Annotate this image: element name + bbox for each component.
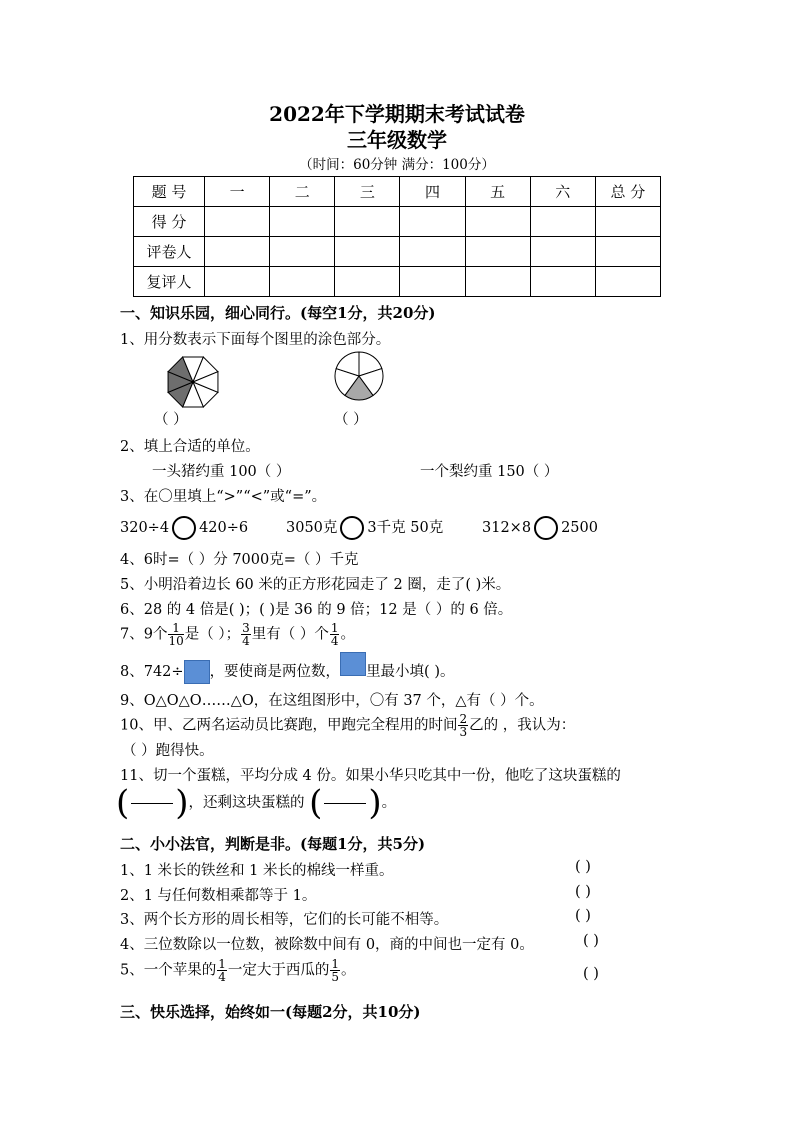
score-table-row	[134, 207, 661, 237]
paren: (	[309, 783, 323, 823]
judge-text: 5、一个苹果的	[120, 962, 217, 979]
score-cell[interactable]	[335, 207, 400, 237]
exam-meta: （时间：60分钟 满分：100分）	[299, 157, 495, 173]
q7-text: 里有（ ）个	[251, 626, 329, 643]
question-11-cont	[116, 783, 397, 823]
fraction-denominator: 5	[331, 970, 340, 984]
question-10-cont: （ ）跑得快。	[122, 743, 214, 759]
score-header-cell: 题 号	[134, 177, 205, 207]
circle-figure	[334, 346, 384, 406]
score-header-cell: 总 分	[595, 177, 660, 207]
paren: )	[175, 783, 189, 823]
fraction-numerator: 2	[459, 712, 468, 726]
question-5: 5、小明沿着边长 60 米的正方形花园走了 2 圈，走了( )米。	[120, 577, 511, 593]
section1-heading: 一、知识乐园，细心同行。(每空1分，共20分)	[120, 304, 436, 322]
score-cell[interactable]	[205, 207, 270, 237]
question-7	[120, 622, 355, 647]
q3-compare-a	[120, 516, 248, 540]
score-cell[interactable]	[400, 237, 465, 267]
q10-text: 10、甲、乙两名运动员比赛跑，甲跑完全程用的时间	[120, 717, 458, 734]
score-row-label: 评卷人	[134, 237, 205, 267]
fraction	[241, 622, 251, 647]
fraction	[330, 958, 340, 983]
fraction-denominator: 10	[168, 634, 184, 648]
blue-square-blank[interactable]	[184, 660, 210, 684]
score-table	[133, 176, 661, 297]
score-cell[interactable]	[595, 237, 660, 267]
q3-expr: 3050克	[286, 520, 338, 536]
score-cell[interactable]	[595, 207, 660, 237]
q3-expr: 2500	[561, 520, 598, 536]
q11-end: 。	[381, 795, 397, 811]
judge-item: 3、两个长方形的周长相等，它们的长可能不相等。	[120, 912, 449, 928]
fraction-numerator: 1	[330, 621, 339, 635]
paren: )	[368, 783, 382, 823]
score-header-cell: 三	[335, 177, 400, 207]
score-table-header-row	[134, 177, 661, 207]
score-cell[interactable]	[270, 237, 335, 267]
paren: (	[116, 783, 130, 823]
q7-text: 是（ ）；	[184, 626, 241, 643]
score-table-row	[134, 267, 661, 297]
judge-item: 2、1 与任何数相乘都等于 1。	[120, 888, 317, 904]
q1-answer-blank-b[interactable]: （ ）	[334, 412, 368, 428]
fraction-denominator: 4	[242, 634, 250, 648]
q7-text: 。	[340, 626, 355, 643]
q11-text: ，还剩这块蛋糕的	[188, 795, 305, 811]
q3-compare-b	[286, 516, 443, 540]
q8-text: ，要使商是两位数，	[209, 664, 341, 680]
question-1: 1、用分数表示下面每个图里的涂色部分。	[120, 332, 391, 348]
q3-expr: 420÷6	[199, 520, 249, 536]
score-cell[interactable]	[205, 267, 270, 297]
score-header-cell: 二	[270, 177, 335, 207]
judge-item-5	[120, 958, 356, 983]
section2-heading: 二、小小法官，判断是非。(每题1分，共5分)	[120, 835, 426, 853]
fraction	[458, 713, 468, 738]
judge-blank[interactable]: ( )	[575, 908, 591, 924]
score-cell[interactable]	[335, 267, 400, 297]
fraction-denominator: 4	[330, 634, 339, 648]
fraction-denominator: 3	[459, 725, 468, 739]
score-header-cell: 四	[400, 177, 465, 207]
judge-blank[interactable]: ( )	[575, 859, 591, 875]
blue-square-blank[interactable]	[340, 652, 366, 676]
question-8	[120, 660, 455, 684]
section3-heading: 三、快乐选择，始终如一(每题2分，共10分)	[120, 1003, 421, 1021]
question-4: 4、6时=（ ）分 7000克=（ ）千克	[120, 552, 359, 568]
q3-expr: 320÷4	[120, 520, 170, 536]
score-cell[interactable]	[270, 207, 335, 237]
judge-blank[interactable]: ( )	[583, 933, 599, 949]
q8-text: 8、742÷	[120, 664, 184, 680]
score-row-label: 复评人	[134, 267, 205, 297]
fraction-numerator: 1	[331, 957, 340, 971]
compare-circle[interactable]	[534, 516, 558, 540]
fraction	[217, 958, 227, 983]
fraction-numerator: 1	[218, 957, 226, 971]
compare-circle[interactable]	[172, 516, 196, 540]
compare-circle[interactable]	[340, 516, 364, 540]
fraction-numerator: 3	[242, 621, 250, 635]
judge-text: 。	[341, 962, 356, 979]
judge-item: 1、1 米长的铁丝和 1 米长的棉线一样重。	[120, 863, 394, 879]
score-cell[interactable]	[465, 237, 530, 267]
fraction	[330, 622, 340, 647]
score-cell[interactable]	[400, 267, 465, 297]
q3-expr: 3千克 50克	[367, 520, 444, 536]
q8-text: 里最小填( )。	[366, 664, 455, 680]
q10-text: 乙的 ，我认为：	[469, 717, 576, 734]
q2-item-b: 一个梨约重 150（ ）	[420, 464, 559, 480]
score-table-row	[134, 237, 661, 267]
question-11: 11、切一个蛋糕，平均分成 4 份。如果小华只吃其中一份，他吃了这块蛋糕的	[120, 768, 621, 784]
score-cell[interactable]	[205, 237, 270, 267]
question-10	[120, 713, 575, 738]
judge-item: 4、三位数除以一位数，被除数中间有 0，商的中间也一定有 0。	[120, 937, 534, 953]
q3-expr: 312×8	[482, 520, 532, 536]
score-cell[interactable]	[595, 267, 660, 297]
score-header-cell: 一	[205, 177, 270, 207]
exam-subtitle: 三年级数学	[347, 128, 447, 152]
q7-text: 7、9个	[120, 626, 168, 643]
fraction-numerator: 1	[168, 622, 183, 635]
fraction-denominator: 4	[218, 970, 226, 984]
score-header-cell: 五	[465, 177, 530, 207]
judge-blank[interactable]: ( )	[583, 966, 599, 982]
score-cell[interactable]	[465, 267, 530, 297]
q2-item-a: 一头猪约重 100（ ）	[152, 464, 291, 480]
score-cell[interactable]	[530, 237, 595, 267]
question-6: 6、28 的 4 倍是( )；( )是 36 的 9 倍；12 是（ ）的 6 倍。	[120, 602, 513, 618]
fraction-blank[interactable]	[324, 803, 366, 804]
q3-compare-c	[482, 516, 598, 540]
score-cell[interactable]	[530, 267, 595, 297]
fraction	[168, 622, 183, 647]
question-3: 3、在〇里填上“>”“<”或“=”。	[120, 489, 327, 505]
question-9: 9、O△O△O……△O，在这组图形中，〇有 37 个，△有（ ）个。	[120, 693, 544, 709]
score-row-label: 得 分	[134, 207, 205, 237]
question-2: 2、填上合适的单位。	[120, 439, 260, 455]
exam-title: 2022年下学期期末考试试卷	[269, 102, 525, 126]
judge-blank[interactable]: ( )	[575, 884, 591, 900]
score-cell[interactable]	[465, 207, 530, 237]
q1-answer-blank-a[interactable]: （ ）	[154, 412, 188, 428]
score-cell[interactable]	[270, 267, 335, 297]
score-header-cell: 六	[530, 177, 595, 207]
fraction-blank[interactable]	[131, 803, 173, 804]
score-cell[interactable]	[530, 207, 595, 237]
judge-text: 一定大于西瓜的	[227, 962, 330, 979]
score-cell[interactable]	[400, 207, 465, 237]
octagon-figure	[161, 354, 225, 410]
score-cell[interactable]	[335, 237, 400, 267]
